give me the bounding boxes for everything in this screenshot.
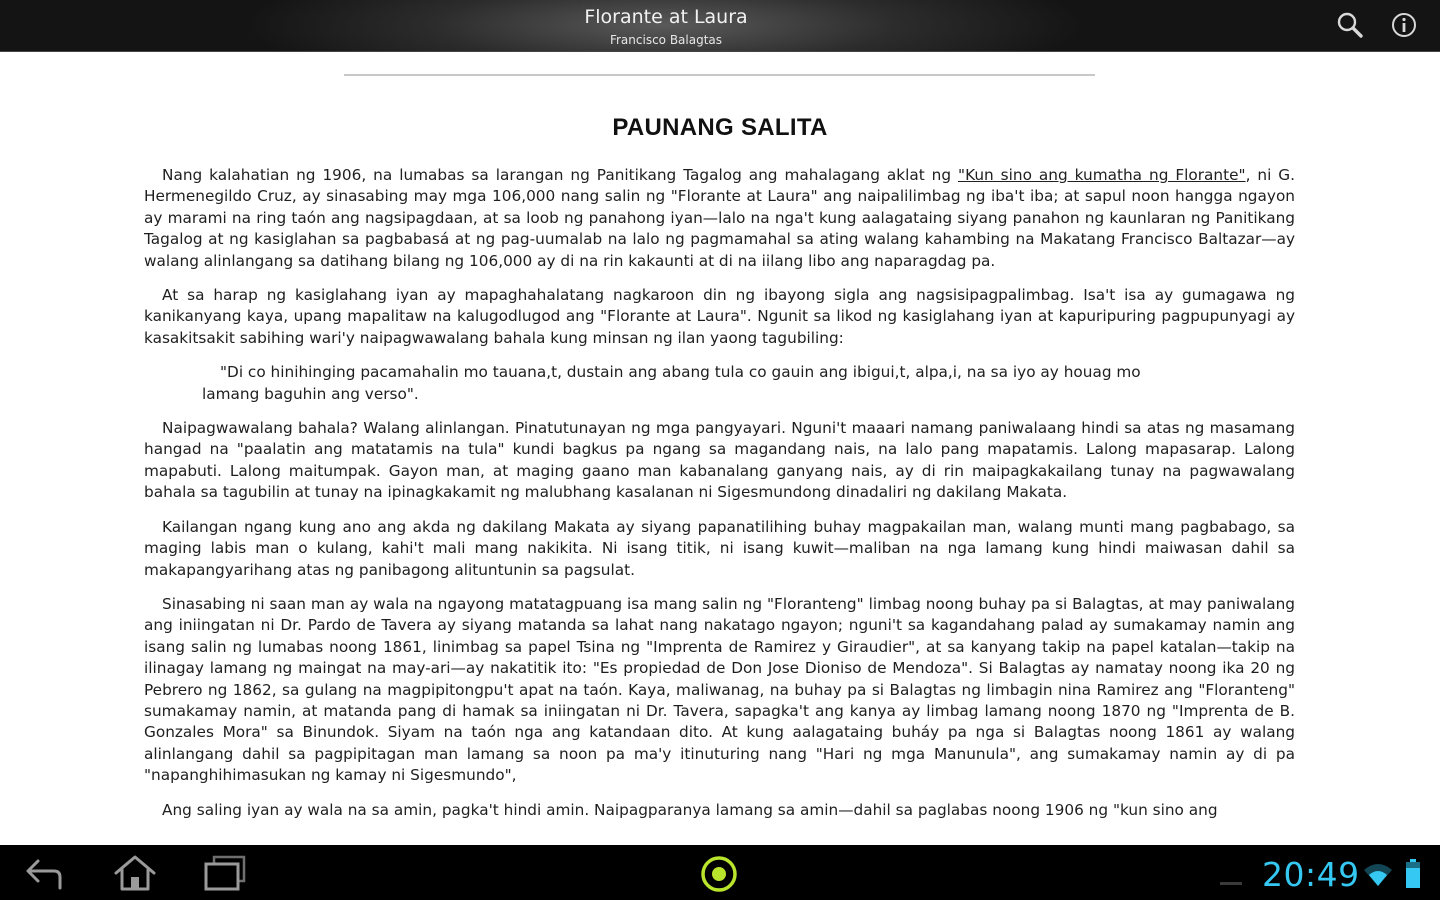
chapter-body (144, 165, 1295, 834)
divider (344, 74, 1095, 76)
title-block (0, 0, 1332, 51)
wifi-icon[interactable] (1362, 862, 1394, 891)
launcher-ring-icon[interactable] (700, 855, 738, 898)
paragraph: At sa harap ng kasiglahang iyan ay mapaghahalatang nagkaroon din ng ibayong sigla ang nagsisipagpalimbag. Isa't isa ay gumagawa ng kanikanyang kaya, upang mapalitaw na kalugodlugod ang "Florante at Laura". Ngunit sa likod ng kasiglahang iyan at kapuripuring pagpupunyagi ay kasakitsakit sabihing wari'y naipagwawalang bahala kung minsan ng ilan yaong tagubiling: (144, 286, 1295, 347)
search-icon[interactable] (1335, 10, 1365, 40)
home-icon[interactable] (112, 853, 158, 898)
paragraph: Ang saling iyan ay wala na sa amin, pagka't hindi amin. Naipagparanya lamang sa amin—dahil sa paglabas noong 1906 ng "kun sino ang (162, 800, 1218, 819)
info-icon[interactable] (1389, 10, 1419, 40)
chapter-heading: PAUNANG SALITA (612, 114, 828, 141)
recent-apps-icon[interactable] (202, 854, 248, 897)
reading-pane[interactable] (144, 52, 1296, 845)
paragraph (144, 165, 1295, 272)
book-author: Francisco Balagtas (609, 33, 723, 47)
battery-icon[interactable] (1404, 859, 1422, 894)
system-bar (0, 845, 1440, 900)
status-clock[interactable]: 20:49 (1262, 855, 1360, 894)
back-icon[interactable] (24, 855, 66, 896)
action-bar (0, 0, 1440, 52)
paragraph: Sinasabing ni saan man ay wala na ngayong matatagpuang isa mang salin ng "Floranteng" limbag noong buhay pa si Balagtas, at may paniwalang ang iniingatan ni Dr. Pardo de Tavera ay siyang matanda sa lahat nang nakatago ngayon; nguni't sa kagandahang palad ay sumakamay namin ang isang salin ng lumabas noong 1861, linimbag sa papel Tsina ng "Imprenta de Ramirez y Giraudier", at sa kanyang takip na papel katalan—takip na ilinagay lamang ng maingat na may-ari—ay nakatitik ito: "Es propiedad de Don Jose Dioniso de Mendoza". Si Balagtas ay namatay noong ika 20 ng Pebrero ng 1862, sa gulang na magpipitongpu't apat na taón. Kaya, maliwanag, na buhay pa si Balagtas ng limbagin nina Ramirez ang "Floranteng" sumakamay namin, at matanda pang di hamak sa iniingatan ni Dr. Tavera, sapagka't ang kanya ay limbag lamang noong 1870 ng "Imprenta de B. Gonzales Mora" sa Binundok. Siyam na taón nga ang katandaan dito. At kung aalagataing buháy pa nga si Balagtas noong 1861 ay walang alinlangang dahil sa pagpipitagan man lamang sa noon pa ma'y itinuturing nang "Hari ng mga Manunula", ang sumakamay namin ay di pa "napanghihimasukan ng kamay ni Sigesmundo", (144, 594, 1295, 785)
book-title: Florante at Laura (584, 6, 748, 28)
paragraph-text: , ni G. Hermenegildo Cruz, ay sinasabing may mga 106,000 nang salin ng "Florante at Laura" ang naipalilimbag ng iba't iba; at sapul noon hangga ngayon ay marami na ring taón ang nagsipagdaan, at sa loob ng panahong iyan—lalo na nga't kung aalagataing siyang panahon ng kaunlaran ng Panitikang Tagalog at ng kasiglahan sa pagbabasá at ng pag-uumalab na lalo ng pagmamahal sa ating walang kahambing na Makatang Francisco Baltazar—ay walang alinlangang sa datihang bilang ng 106,000 ay di na rin kakaunti at di na iilang libo ang naparagdag pa. (144, 166, 1295, 270)
paragraph: Kailangan ngang kung ano ang akda ng dakilang Makata ay siyang papanatilihing buhay magpakailan man, walang munti mang pagbabago, sa maging labis man o kulang, kahi't mali mang nakikita. Ni isang titik, ni isang kuwit—maliban na nga lamang kung hindi maiwasan dahil sa makapangyarihang atas ng panibagong alituntunin sa pagsulat. (144, 517, 1295, 579)
paragraph: Naipagwawalang bahala? Walang alinlangan. Pinatutunayan ng mga pangyayari. Nguni't maaari namang paniwalaang hindi sa atas ng masamang hangad na "paalatin ang matatamis na tula" kundi bagkus pa ngang sa magandang nais, na lalo pang mapatamis. Lalong mapasarap. Lalong mapabuti. Lalong maitumpak. Gayon man, at maging gaano man kabanalang ganyang nais, ay di rin maipagkakailang tunay na pagwawalang bahala sa tagubilin at tunay na ipinagkakamit ng malubhang kasalanan ni Sigesmundong dinadaliri ng dakilang Makata. (144, 419, 1295, 502)
block-quote: "Di co hinihinging pacamahalin mo tauana,t, dustain ang abang tula co gauin ang ibigui,t, alpa,i, na sa iyo ay houag mo lamang baguhin ang verso". (202, 363, 1141, 403)
notification-dash (1220, 873, 1242, 891)
paragraph-text: Nang kalahatian ng 1906, na lumabas sa larangan ng Panitikang Tagalog ang mahalagang aklat ng (162, 166, 959, 184)
reference-link[interactable]: "Kun sino ang kumatha ng Florante" (958, 166, 1246, 184)
